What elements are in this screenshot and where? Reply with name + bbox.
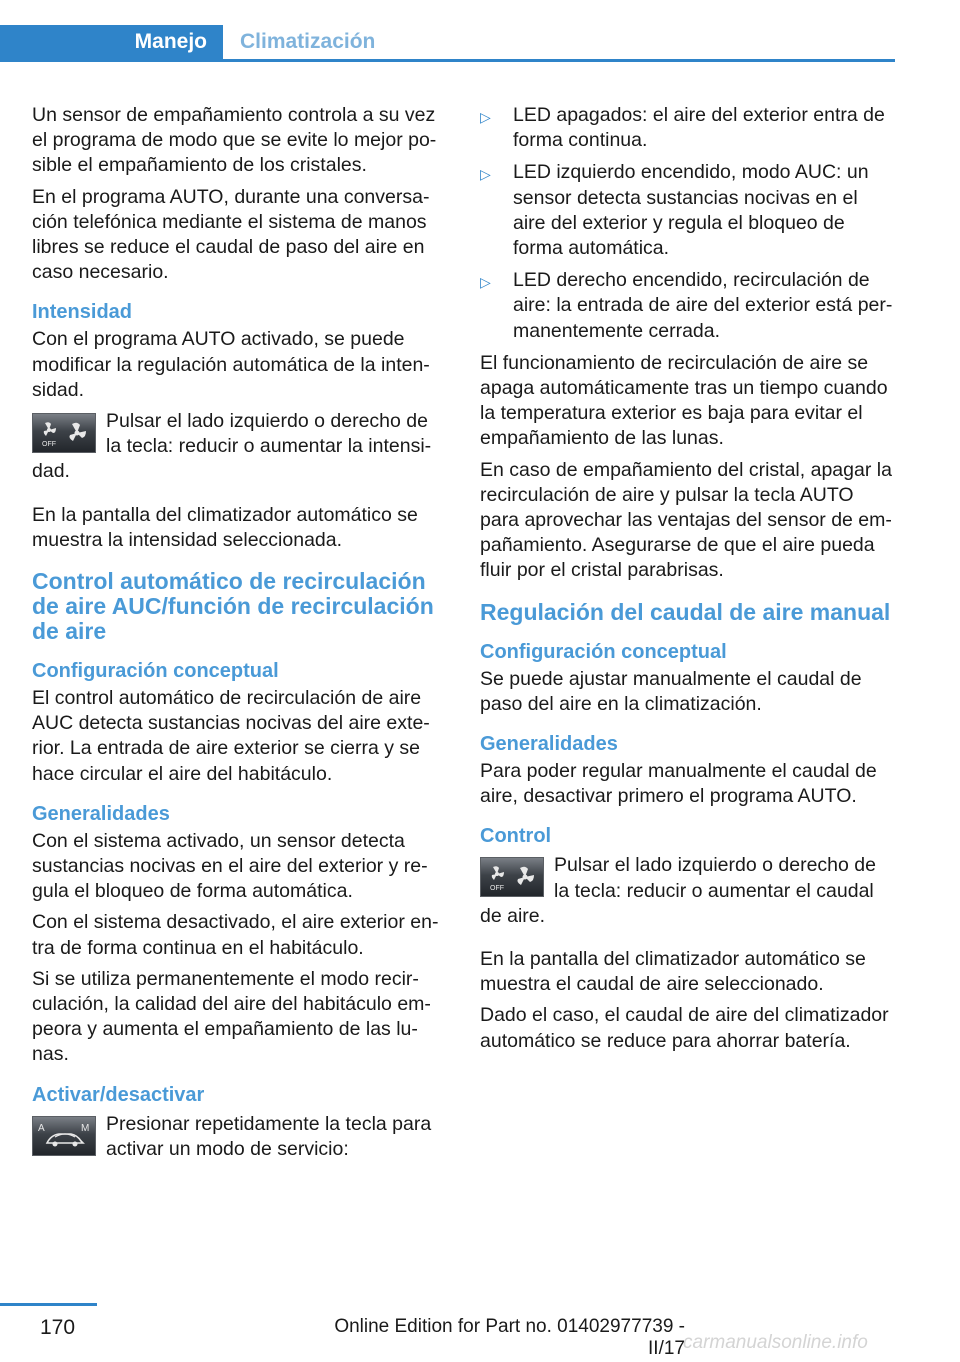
heading-generalidades: Generalidades (480, 733, 618, 756)
icon-instruction (32, 1112, 444, 1162)
svg-text:OFF: OFF (490, 885, 504, 893)
paragraph: Con el sistema desactivado, el aire exterior en-tra de forma continua en el habitáculo. (32, 911, 439, 959)
heading-configuracion: Configuración conceptual (480, 640, 727, 663)
triangle-bullet-icon: ▷ (480, 109, 491, 125)
edition-label: Online Edition for Part no. 01402977739 - II/17 (334, 1316, 685, 1359)
icon-instruction-text: Pulsar el lado izquierdo o derecho de la tecla: reducir o aumentar la intensi-dad. (32, 410, 432, 483)
triangle-bullet-icon: ▷ (480, 166, 491, 183)
paragraph: En la pantalla del climatizador automático se muestra la intensidad seleccionada. (32, 503, 418, 551)
icon-instruction (480, 853, 895, 929)
fan-intensity-button-icon (480, 857, 544, 897)
paragraph: En la pantalla del climatizador automático se muestra el caudal de aire seleccionado. (480, 948, 866, 996)
recirculation-button-icon (32, 1116, 96, 1156)
paragraph: Con el sistema activado, un sensor detecta sustancias nocivas en el aire del exterior y re-gula el bloqueo de forma automática. (32, 829, 428, 903)
paragraph: Se puede ajustar manualmente el caudal de paso del aire en la climatización. (480, 667, 862, 715)
left-column (32, 103, 444, 1168)
icon-instruction-text: Pulsar el lado izquierdo o derecho de la tecla: reducir o aumentar el caudal de aire. (480, 854, 876, 927)
right-column (480, 103, 895, 1060)
led-mode-list (480, 103, 895, 344)
fan-intensity-button-icon (32, 413, 96, 453)
list-item: ▷ LED apagados: el aire del exterior entra de forma continua. (480, 104, 885, 152)
page-number: 170 (40, 1316, 76, 1339)
paragraph: El funcionamiento de recirculación de aire se apaga automáticamente tras un tiempo cuando la temperatura exterior es baja para evitar el empañamiento de las lunas. (480, 351, 888, 450)
footer-rule (0, 1303, 97, 1306)
subsection-tab: Climatización (240, 30, 376, 53)
list-item: ▷ LED izquierdo encendido, modo AUC: un sensor detecta sustancias nocivas en el aire del exterior y regula el bloqueo de forma automática. (480, 161, 869, 260)
icon-instruction (32, 409, 444, 485)
paragraph: Si se utiliza permanentemente el modo recir-culación, la calidad del aire del habitáculo em-peora y aumenta el empañamiento de las lu-nas. (32, 967, 431, 1066)
svg-text:OFF: OFF (42, 441, 56, 449)
svg-text:M: M (81, 1122, 90, 1134)
paragraph: Dado el caso, el caudal de aire del climatizador automático se reduce para ahorrar batería. (480, 1004, 889, 1052)
heading-intensidad: Intensidad (32, 301, 133, 324)
paragraph: En el programa AUTO, durante una conversa-ción telefónica mediante el sistema de manos libres se reduce el caudal de paso del aire en caso necesario. (32, 185, 430, 284)
heading-auc: Control automático de recirculación de aire AUC/función de recirculación de aire (32, 568, 434, 645)
heading-generalidades: Generalidades (32, 802, 170, 825)
paragraph: El control automático de recirculación de aire AUC detecta sustancias nocivas del aire exte-rior. La entrada de aire exterior se cierra y se hace circular el aire del habitáculo. (32, 687, 430, 785)
paragraph: Un sensor de empañamiento controla a su vez el programa de modo que se evite lo mejor po-sible el empañamiento de los cristales. (32, 104, 437, 177)
paragraph: En caso de empañamiento del cristal, apagar la recirculación de aire y pulsar la tecla AUTO para aprovechar las ventajas del sensor de em-pañamiento. Asegurarse de que el aire pueda fluir por el cristal parabrisas. (480, 458, 892, 582)
triangle-bullet-icon: ▷ (480, 274, 491, 291)
paragraph: Para poder regular manualmente el caudal de aire, desactivar primero el programa AUTO. (480, 760, 877, 808)
paragraph: Con el programa AUTO activado, se puede modificar la regulación automática de la inten-sidad. (32, 328, 430, 401)
heading-regulacion-manual: Regulación del caudal de aire manual (480, 598, 891, 625)
heading-configuracion: Configuración conceptual (32, 660, 279, 683)
header-rule (0, 59, 895, 62)
list-item: ▷ LED derecho encendido, recirculación de aire: la entrada de aire del exterior está per-manentemente cerrada. (480, 269, 893, 342)
watermark: carmanualsonline.info (683, 1332, 868, 1353)
icon-instruction-text: Presionar repetidamente la tecla para activar un modo de servicio: (106, 1112, 432, 1160)
heading-control: Control (480, 825, 552, 848)
heading-activar: Activar/desactivar (32, 1083, 205, 1106)
svg-text:A: A (38, 1122, 45, 1134)
section-tab: Manejo (0, 25, 223, 59)
page-header (0, 0, 960, 62)
